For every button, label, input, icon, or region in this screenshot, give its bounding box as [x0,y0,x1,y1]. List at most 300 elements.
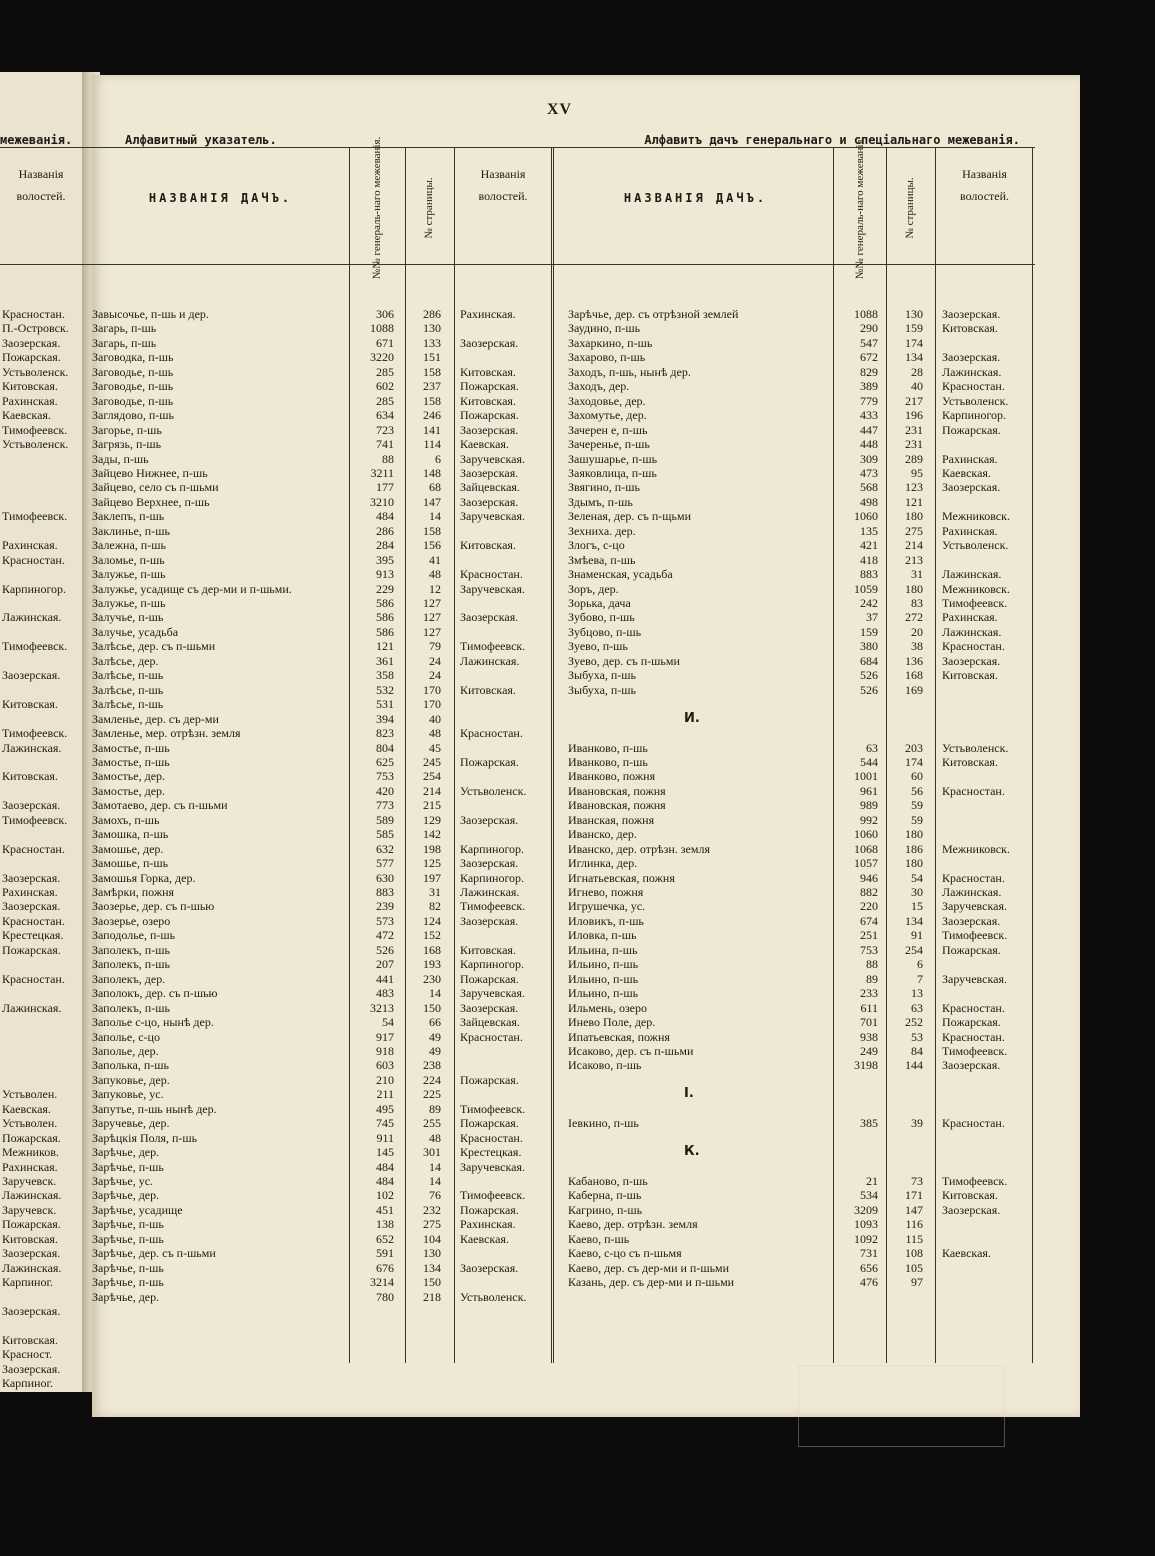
entry-page-number: 95 [911,465,923,480]
entry-general-number: 1088 [854,307,878,321]
entry-name: Залучье, п-шь [92,610,164,625]
entry-general-number: 883 [860,567,878,582]
table-row [88,827,550,841]
table-row [88,1058,550,1072]
entry-page-number: 158 [423,393,441,408]
entry-name: Звягино, п-шь [568,480,640,495]
facing-page-volost: Красностан. [2,552,65,567]
entry-page-number: 14 [429,986,441,1001]
entry-page-number: 245 [423,754,441,769]
entry-general-number: 441 [376,971,394,986]
entry-general-number: 1057 [854,856,878,871]
entry-volost: Рахинская. [460,307,516,321]
table-row [88,394,550,408]
facing-page-volost: Заозерская. [2,668,61,683]
entry-volost: Заручевская. [460,986,525,1001]
entry-name: Замостье, дер. [92,769,166,784]
entry-name: Загорье, п-шь [92,422,162,437]
entry-page-number: 83 [911,596,923,610]
facing-page-volost: Пожарская. [2,1217,61,1232]
entry-general-number: 1059 [854,581,878,596]
entry-general-number: 526 [860,668,878,683]
table-row [564,365,1076,379]
table-row [88,1160,550,1174]
entry-volost: Китовская. [460,538,516,553]
entry-general-number: 573 [376,913,394,928]
entry-volost: Заручевская. [460,1159,525,1174]
table-row [564,1174,1076,1188]
entry-name: Зачерен е, п-шь [568,422,648,437]
facing-page-volost: Заозерская. [2,335,61,350]
entry-page-number: 136 [905,653,923,668]
entry-name: Зарѣчье, п-шь [92,1260,164,1275]
facing-page-volost: Тимофеевск. [2,422,68,437]
entry-general-number: 804 [376,740,394,755]
faded-stamp [798,1365,1005,1447]
entry-name: Замленье, мер. отрѣзн. земля [92,726,241,741]
table-row [88,538,550,552]
entry-general-number: 251 [860,928,878,943]
entry-page-number: 38 [911,639,923,654]
entry-general-number: 630 [376,870,394,885]
facing-page-volost: Лажинская. [2,610,62,625]
entry-volost: Заозерская. [460,610,519,625]
entry-name: Заполекъ, п-шь [92,957,170,972]
table-row [564,784,1076,798]
table-row [564,885,1076,899]
table-row [564,452,1076,466]
entry-page-number: 40 [429,711,441,726]
entry-name: Залучье, усадьба [92,624,179,639]
entry-page-number: 151 [423,350,441,365]
table-row [564,856,1076,870]
entry-name: Заклепъ, п-шь [92,509,165,524]
entry-volost: Лажинская. [460,653,520,668]
entry-name: Зайцево Верхнее, п-шь [92,494,210,509]
entry-volost: Лажинская. [942,567,1002,582]
entry-general-number: 883 [376,885,394,899]
entry-general-number: 918 [376,1043,394,1058]
table-row [88,668,550,682]
table-row [564,321,1076,335]
facing-page-volost: Красностан. [2,841,65,856]
table-row [564,668,1076,682]
table-row [88,336,550,350]
entry-page-number: 28 [911,364,923,379]
entry-name: Заглядово, п-шь [92,408,174,423]
col-header-pages: № страницы. [423,177,435,239]
entry-general-number: 220 [860,899,878,914]
entry-general-number: 484 [376,1159,394,1174]
column-header-rule [0,264,1035,265]
entry-name: Иловка, п-шь [568,928,637,943]
table-row [88,726,550,740]
table-row [88,423,550,437]
facing-page-volost: Устьволен. [2,1087,58,1102]
entry-general-number: 389 [860,379,878,394]
entry-page-number: 59 [911,812,923,827]
entry-general-number: 913 [376,567,394,582]
col-header-name: НАЗВАНІЯ ДАЧЪ. [148,191,293,205]
entry-general-number: 779 [860,393,878,408]
table-row [564,596,1076,610]
entry-general-number: 532 [376,682,394,697]
header-left: Алфавитный указатель. [125,133,277,147]
entry-page-number: 123 [905,480,923,495]
entry-name: Заговодье, п-шь [92,379,174,394]
entry-general-number: 773 [376,798,394,813]
table-row [88,408,550,422]
entry-name: Залѣсье, дер. съ п-шьми [92,639,216,654]
entry-general-number: 3214 [370,1275,394,1290]
entry-general-number: 135 [860,523,878,538]
entry-general-number: 102 [376,1188,394,1203]
facing-page-volost: Заозерская. [2,798,61,813]
entry-page-number: 14 [429,1174,441,1188]
entry-page-number: 66 [429,1015,441,1030]
facing-page-volost: Рахинская. [2,538,58,553]
entry-general-number: 625 [376,754,394,769]
entry-name: Ивановская, пожня [568,798,666,813]
entry-general-number: 701 [860,1015,878,1030]
entry-name: Каево, дер. отрѣзн. земля [568,1217,698,1232]
entry-volost: Тимофеевск. [942,1174,1008,1188]
entry-page-number: 147 [905,1202,923,1217]
facing-page-volost: Карпиног. [2,1275,54,1290]
col-header-left-volost: Названія волостей. [16,167,66,203]
table-row [564,1102,1076,1116]
entry-general-number: 229 [376,581,394,596]
table-row [88,1174,550,1188]
entry-general-number: 1060 [854,509,878,524]
table-row [564,567,1076,581]
entry-name: Загрязь, п-шь [92,437,162,452]
entry-name: Зачеренье, п-шь [568,437,650,452]
entry-page-number: 289 [905,451,923,466]
facing-page-volost: Китовская. [2,379,58,394]
entry-general-number: 177 [376,480,394,495]
entry-page-number: 49 [429,1043,441,1058]
entry-name: Кабаново, п-шь [568,1174,648,1188]
col-header-pages: № страницы. [904,177,916,239]
entry-volost: Заозерская. [460,856,519,871]
entry-general-number: 473 [860,465,878,480]
entry-page-number: 180 [905,856,923,871]
entry-page-number: 170 [423,697,441,712]
entry-general-number: 63 [866,740,878,755]
facing-page-volost: Заозерская. [2,1304,61,1319]
entry-general-number: 495 [376,1101,394,1116]
entry-general-number: 938 [860,1029,878,1044]
entry-general-number: 656 [860,1260,878,1275]
col-header-general: №№ генераль-наго межеванія. [854,136,866,280]
entry-page-number: 13 [911,986,923,1001]
entry-volost: Лажинская. [942,624,1002,639]
entry-page-number: 230 [423,971,441,986]
entry-general-number: 672 [860,350,878,365]
entry-page-number: 169 [905,682,923,697]
entry-name: Заполекъ, дер. [92,971,166,986]
entry-page-number: 142 [423,827,441,842]
entry-general-number: 1092 [854,1231,878,1246]
entry-volost: Устьволенск. [942,538,1009,553]
table-row [88,798,550,812]
entry-volost: Карпиногор. [460,841,525,856]
entry-general-number: 433 [860,408,878,423]
entry-general-number: 586 [376,596,394,610]
entry-general-number: 591 [376,1246,394,1261]
entry-page-number: 152 [423,928,441,943]
entry-volost: Заозерская. [460,422,519,437]
table-row [88,899,550,913]
entry-general-number: 421 [860,538,878,553]
entry-name: Зарѣчье, дер. [92,1145,160,1160]
table-row [564,712,1076,726]
entry-page-number: 286 [423,307,441,321]
facing-page-volost: Пожарская. [2,350,61,365]
table-row [564,741,1076,755]
entry-name: Зады, п-шь [92,451,149,466]
table-row [88,741,550,755]
entry-page-number: 105 [905,1260,923,1275]
page-number: XV [547,101,573,118]
entry-volost: Каевская. [942,1246,991,1261]
entry-page-number: 24 [429,653,441,668]
entry-name: Запутье, п-шь нынѣ дер. [92,1101,217,1116]
entry-page-number: 170 [423,682,441,697]
table-row [564,466,1076,480]
entry-page-number: 144 [905,1058,923,1073]
entry-page-number: 148 [423,465,441,480]
entry-name: Залужье, усадище съ дер-ми и п-шьми. [92,581,292,596]
entry-name: Захаркино, п-шь [568,335,653,350]
facing-page-volost: Лажинская. [2,1000,62,1015]
entry-name: Замѣрки, пожня [92,885,175,899]
entry-general-number: 3211 [370,465,394,480]
entry-name: Иванско, дер. отрѣзн. земля [568,841,710,856]
entry-page-number: 54 [911,870,923,885]
entry-general-number: 476 [860,1275,878,1290]
table-row [564,798,1076,812]
table-row [564,972,1076,986]
entry-general-number: 526 [860,682,878,697]
entry-volost: Пожарская. [460,971,519,986]
entry-name: Ильино, п-шь [568,986,639,1001]
table-row [564,914,1076,928]
table-row [88,365,550,379]
entry-general-number: 723 [376,422,394,437]
entry-volost: Рахинская. [942,451,998,466]
facing-page-volost: Тимофеевск. [2,726,68,741]
entry-name: Залужье, п-шь [92,567,166,582]
table-row [564,654,1076,668]
table-row [88,1001,550,1015]
entry-volost: Красностан. [942,1116,1005,1131]
entry-page-number: 7 [917,971,923,986]
facing-page-volost: Крестецкая. [2,928,64,943]
entry-page-number: 108 [905,1246,923,1261]
entry-name: Заклинье, п-шь [92,523,170,538]
table-row [88,1246,550,1260]
entry-general-number: 89 [866,971,878,986]
entry-name: Залѣсье, п-шь [92,697,164,712]
entry-name: Зубово, п-шь [568,610,635,625]
entry-page-number: 14 [429,509,441,524]
entry-page-number: 31 [429,885,441,899]
table-row [564,538,1076,552]
table-row [564,1030,1076,1044]
table-row [564,1044,1076,1058]
entry-page-number: 238 [423,1058,441,1073]
table-row [88,885,550,899]
entry-volost: Устьволенск. [460,783,527,798]
entry-volost: Китовская. [942,321,998,336]
entry-general-number: 3213 [370,1000,394,1015]
facing-page-volost: Лажинская. [2,740,62,755]
facing-page-volost: Китовская. [2,769,58,784]
table-row [88,307,550,321]
table-row [88,928,550,942]
entry-general-number: 829 [860,364,878,379]
entry-name: Змѣева, п-шь [568,552,636,567]
entry-name: Ивановская, пожня [568,783,666,798]
entry-general-number: 361 [376,653,394,668]
entry-general-number: 534 [860,1188,878,1203]
entry-name: Заломье, п-шь [92,552,165,567]
entry-page-number: 127 [423,596,441,610]
table-row [564,336,1076,350]
entry-volost: Тимофеевск. [460,899,526,914]
col-header-volost: Названія волостей. [959,167,1010,203]
entry-page-number: 116 [905,1217,923,1232]
entry-general-number: 1060 [854,827,878,842]
table-row [88,957,550,971]
entry-general-number: 731 [860,1246,878,1261]
entry-general-number: 589 [376,812,394,827]
table-row [564,379,1076,393]
entry-name: Зыбуха, п-шь [568,682,637,697]
entry-page-number: 134 [423,1260,441,1275]
table-row [88,596,550,610]
entry-name: Замостье, п-шь [92,740,170,755]
entry-page-number: 20 [911,624,923,639]
facing-page-volost: Красностан. [2,971,65,986]
entry-page-number: 68 [429,480,441,495]
entry-general-number: 531 [376,697,394,712]
entry-volost: Пожарская. [460,754,519,769]
entry-page-number: 115 [905,1231,923,1246]
entry-general-number: 544 [860,754,878,769]
entry-general-number: 1093 [854,1217,878,1232]
entry-page-number: 224 [423,1072,441,1087]
entry-name: Замошье, дер. [92,841,164,856]
entry-name: Зубцово, п-шь [568,624,642,639]
entry-page-number: 125 [423,856,441,871]
entry-page-number: 84 [911,1043,923,1058]
entry-general-number: 917 [376,1029,394,1044]
table-row [564,1232,1076,1246]
table-row [564,639,1076,653]
entry-volost: Пожарская. [942,942,1001,957]
entry-general-number: 380 [860,639,878,654]
table-row [88,784,550,798]
entry-name: Ильина, п-шь [568,942,638,957]
entry-name: Исаково, п-шь [568,1058,642,1073]
entry-page-number: 168 [423,942,441,957]
entry-name: Заходъ, дер. [568,379,630,394]
table-row [564,899,1076,913]
table-row [88,871,550,885]
facing-page-volost: Заозерская. [2,1361,61,1376]
table-row [88,1087,550,1101]
entry-page-number: 12 [429,581,441,596]
entry-volost: Устьволенск. [942,393,1009,408]
entry-general-number: 207 [376,957,394,972]
entry-name: Замотаево, дер. съ п-шьми [92,798,228,813]
table-row [88,466,550,480]
entry-general-number: 3220 [370,350,394,365]
section-letter: І. [684,1086,694,1102]
facing-page-edge [0,72,82,1392]
table-row [564,986,1076,1000]
entry-name: Кагрино, п-шь [568,1202,643,1217]
entry-page-number: 197 [423,870,441,885]
facing-page-volost: Красностан. [2,307,65,321]
table-row [564,307,1076,321]
entry-general-number: 285 [376,364,394,379]
entry-general-number: 780 [376,1289,394,1304]
entry-general-number: 577 [376,856,394,871]
entry-general-number: 823 [376,726,394,741]
table-row [564,813,1076,827]
table-row [564,1116,1076,1130]
entry-name: Злогъ, с-цо [568,538,625,553]
entry-name: Зорька, дача [568,596,631,610]
entry-page-number: 40 [911,379,923,394]
table-row [88,625,550,639]
entry-general-number: 249 [860,1043,878,1058]
table-row [564,495,1076,509]
entry-volost: Тимофеевск. [460,1188,526,1203]
entry-general-number: 602 [376,379,394,394]
table-row [88,1290,550,1304]
entry-volost: Пожарская. [460,379,519,394]
facing-page-volost: Лажинская. [2,1260,62,1275]
table-row [88,1030,550,1044]
entry-general-number: 21 [866,1174,878,1188]
entry-name: Игнатьевская, пожня [568,870,675,885]
entry-volost: Пожарская. [942,422,1001,437]
entry-volost: Китовская. [942,1188,998,1203]
entry-volost: Межниковск. [942,509,1010,524]
entry-general-number: 992 [860,812,878,827]
table-row [88,524,550,538]
entry-page-number: 79 [429,639,441,654]
table-row [88,1102,550,1116]
entry-volost: Китовская. [942,668,998,683]
table-row [564,524,1076,538]
entry-page-number: 254 [423,769,441,784]
entry-name: Заполье с-цо, нынѣ дер. [92,1015,214,1030]
facing-page-volost: Тимофеевск. [2,639,68,654]
entry-page-number: 225 [423,1087,441,1102]
entry-volost: Устьволенск. [942,740,1009,755]
entry-volost: Заозерская. [460,465,519,480]
entry-general-number: 451 [376,1202,394,1217]
entry-page-number: 180 [905,581,923,596]
entry-name: Зарѣчье, дер. [92,1188,160,1203]
entry-name: Заполька, п-шь [92,1058,170,1073]
